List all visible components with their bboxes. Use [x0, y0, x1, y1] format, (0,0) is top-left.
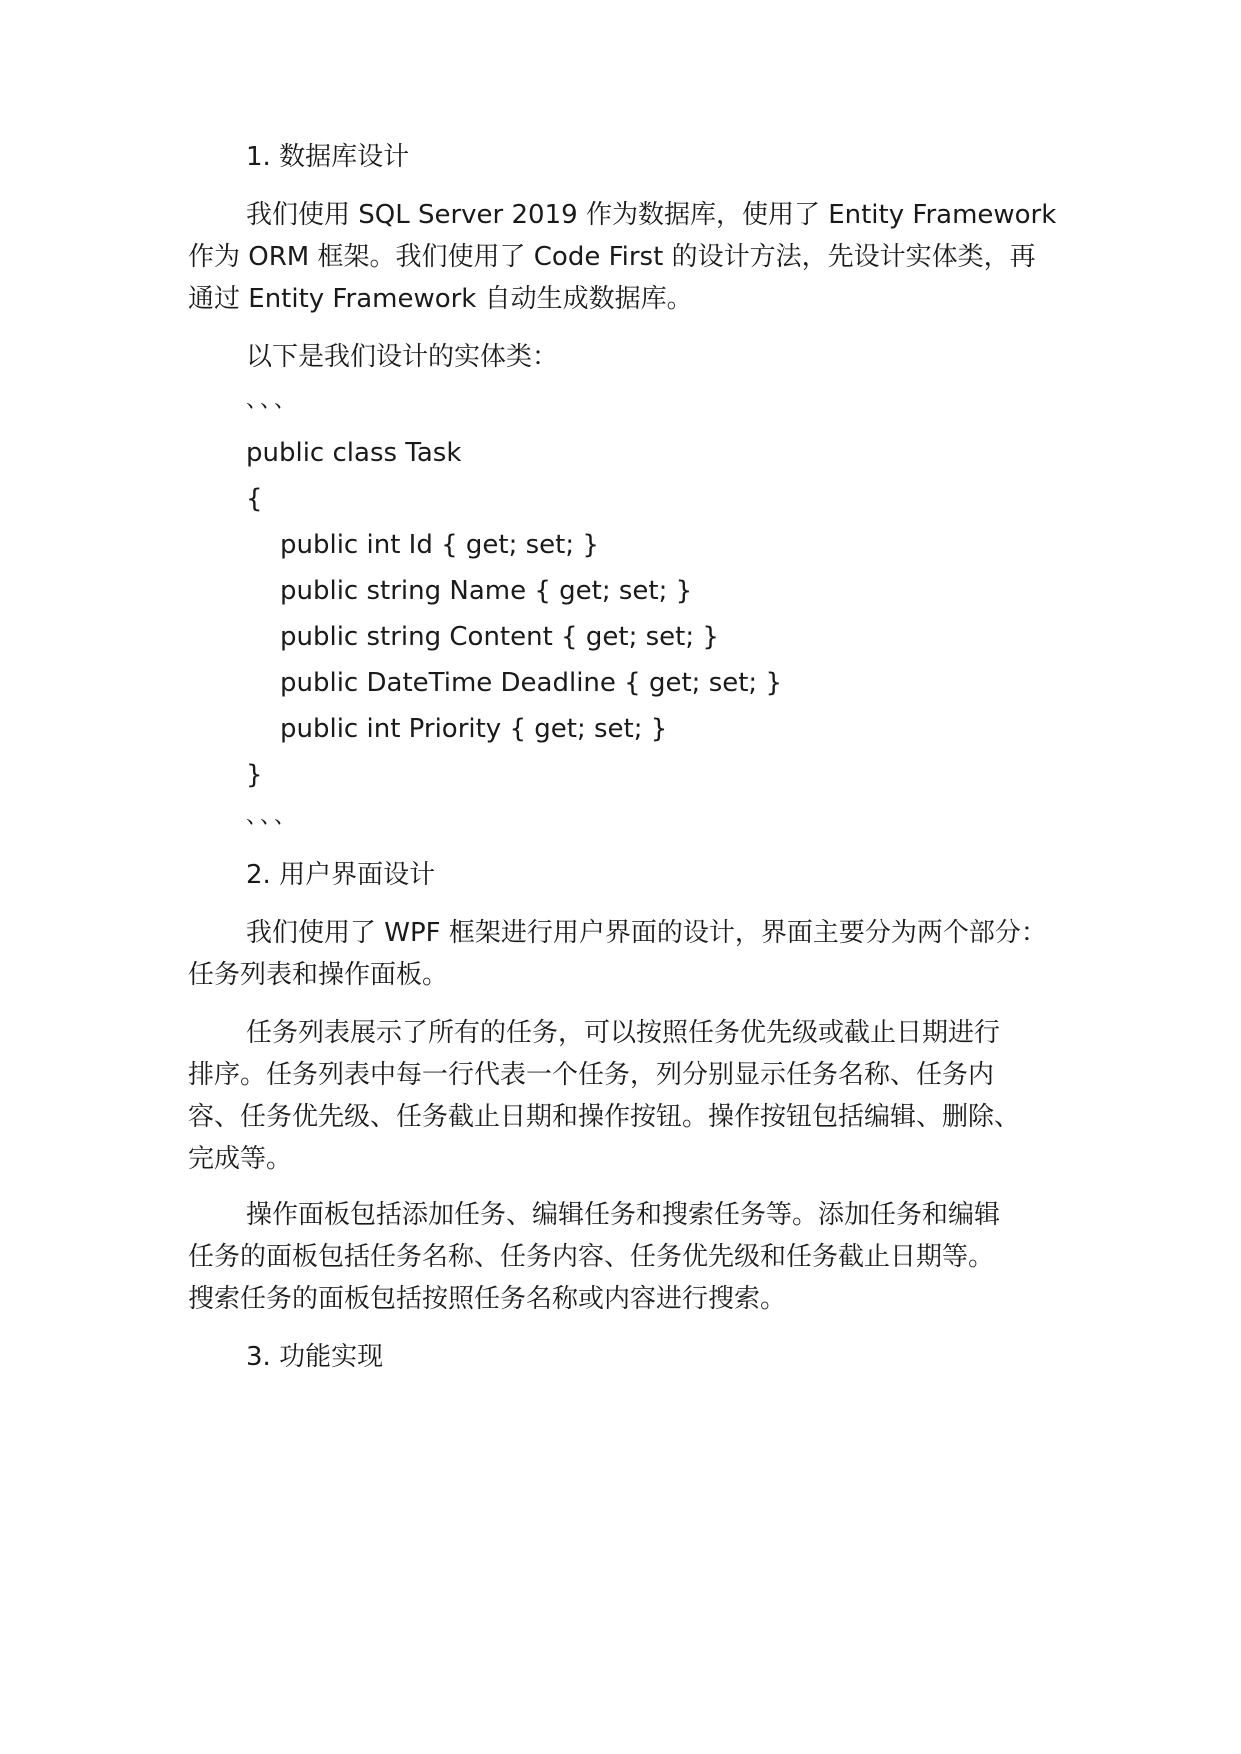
- paragraph-line: 任务列表展示了所有的任务，可以按照任务优先级或截止日期进行: [246, 1018, 1001, 1048]
- code-fence-close: 、、、: [246, 804, 300, 829]
- paragraph-line: 任务的面板包括任务名称、任务内容、任务优先级和任务截止日期等。: [188, 1242, 995, 1272]
- paragraph-line: 完成等。: [188, 1144, 293, 1174]
- code-open-brace: {: [246, 484, 263, 514]
- code-member-line: public DateTime Deadline { get; set; }: [280, 668, 782, 698]
- code-member-line: public int Priority { get; set; }: [280, 714, 668, 744]
- code-member-line: public string Name { get; set; }: [280, 576, 693, 606]
- paragraph-line: 任务列表和操作面板。: [188, 960, 449, 990]
- code-fence-open: 、、、: [246, 388, 300, 413]
- paragraph-line: 排序。任务列表中每一行代表一个任务，列分别显示任务名称、任务内: [188, 1060, 995, 1090]
- section-heading-ui-design: 2. 用户界面设计: [246, 860, 436, 890]
- paragraph-line: 容、任务优先级、任务截止日期和操作按钮。操作按钮包括编辑、删除、: [188, 1102, 1021, 1132]
- code-class-declaration: public class Task: [246, 438, 462, 468]
- section-heading-feature-implementation: 3. 功能实现: [246, 1342, 384, 1372]
- paragraph-line: 搜索任务的面板包括按照任务名称或内容进行搜索。: [188, 1284, 787, 1314]
- paragraph-line: 我们使用了 WPF 框架进行用户界面的设计，界面主要分为两个部分：: [246, 918, 1047, 948]
- paragraph-line: 我们使用 SQL Server 2019 作为数据库，使用了 Entity Framework: [246, 200, 1057, 230]
- code-member-line: public string Content { get; set; }: [280, 622, 719, 652]
- section-heading-database-design: 1. 数据库设计: [246, 142, 410, 172]
- code-close-brace: }: [246, 760, 263, 790]
- paragraph-line: 通过 Entity Framework 自动生成数据库。: [188, 284, 693, 314]
- paragraph-line: 以下是我们设计的实体类：: [246, 342, 559, 372]
- code-member-line: public int Id { get; set; }: [280, 530, 599, 560]
- paragraph-line: 作为 ORM 框架。我们使用了 Code First 的设计方法，先设计实体类，再: [188, 242, 1036, 272]
- paragraph-line: 操作面板包括添加任务、编辑任务和搜索任务等。添加任务和编辑: [246, 1200, 1001, 1230]
